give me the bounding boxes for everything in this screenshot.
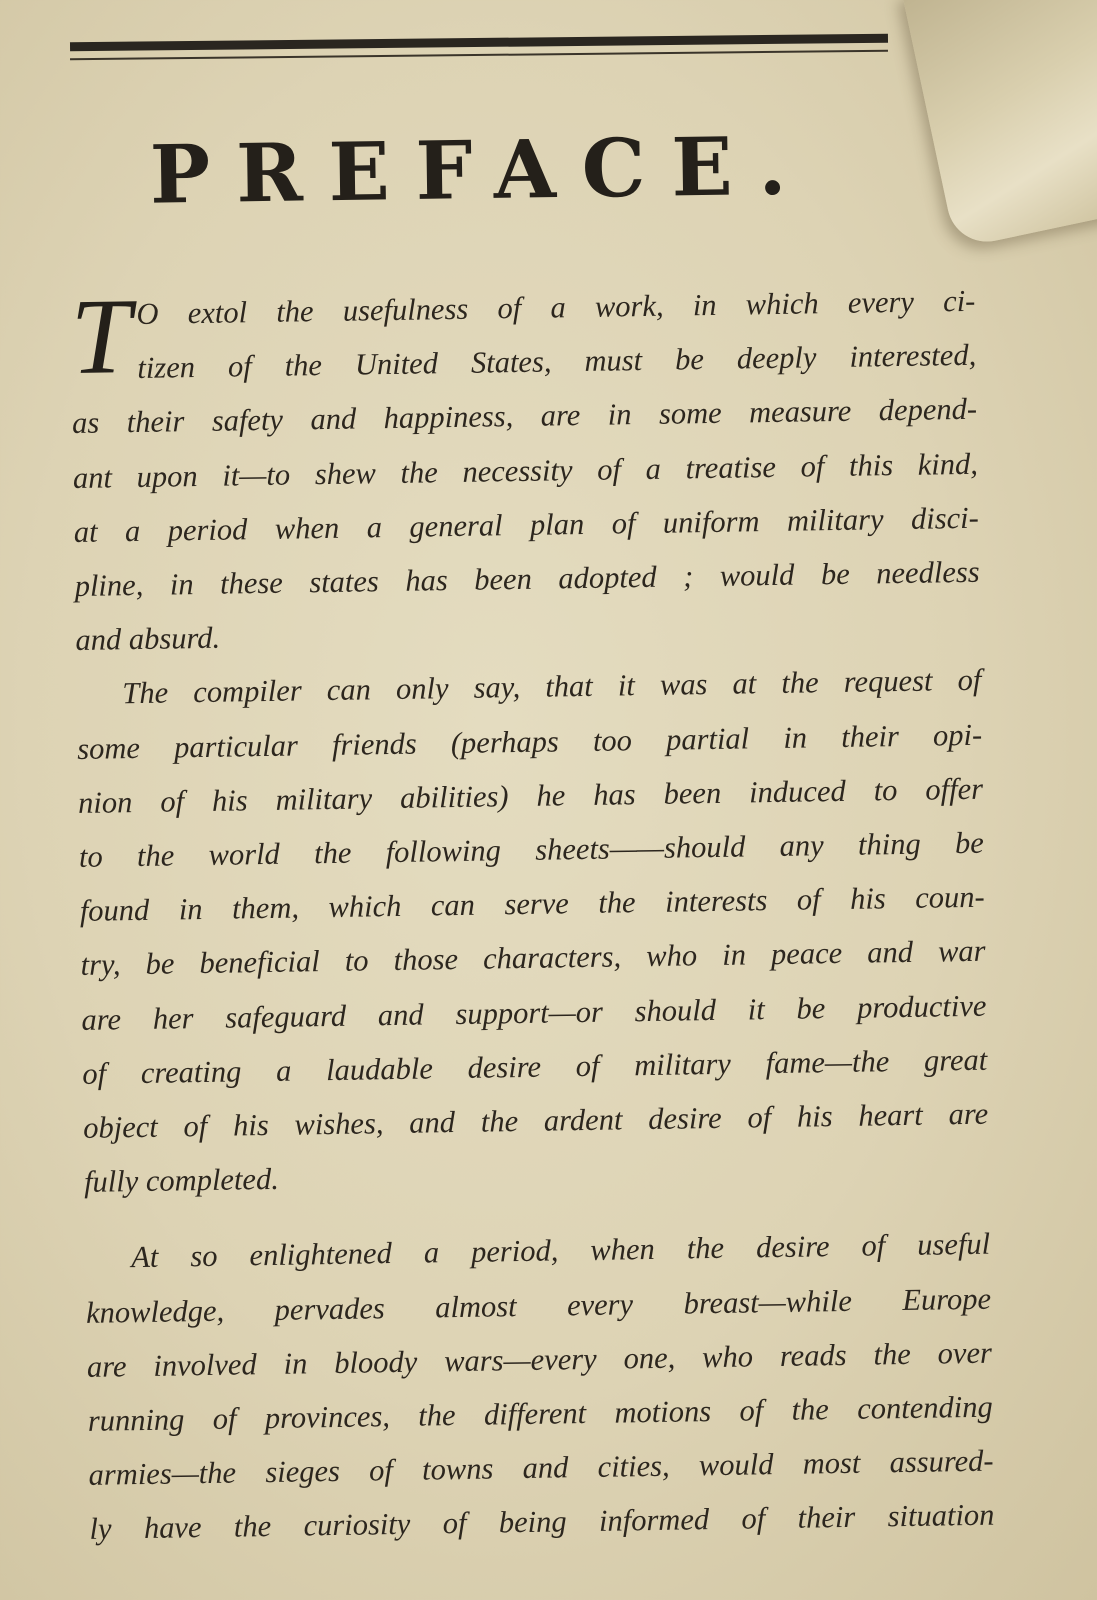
preface-body bbox=[70, 274, 995, 1557]
text-line: are involved in bloody wars—every one, who reads the over bbox=[86, 1335, 993, 1384]
drop-cap: T bbox=[69, 277, 132, 397]
paragraph-3 bbox=[85, 1217, 995, 1556]
header-rule-thin bbox=[70, 50, 888, 61]
paragraph-2 bbox=[76, 653, 989, 1209]
text-line: The compiler can only say, that it was at the request of bbox=[122, 663, 982, 711]
text-line: ant upon it—to shew the necessity of a treatise of this kind, bbox=[72, 446, 979, 495]
text-line: object of his wishes, and the ardent desire of his heart are bbox=[82, 1096, 989, 1145]
text-line: as their safety and happiness, are in some measure depend- bbox=[71, 392, 978, 441]
text-line: nion of his military abilities) he has been induced to offer bbox=[77, 771, 984, 820]
text-line: at a period when a general plan of uniform military disci- bbox=[73, 500, 979, 549]
text-line: knowledge, pervades almost every breast—while Europe bbox=[85, 1281, 992, 1330]
text-line: and absurd. bbox=[75, 620, 221, 658]
text-line: of creating a laudable desire of military fame—the great bbox=[82, 1042, 988, 1091]
text-line: are her safeguard and support—or should it be productive bbox=[81, 988, 987, 1037]
text-line: tizen of the United States, must be deeply interested, bbox=[137, 337, 977, 386]
text-line: pline, in these states has been adopted ; would be needless bbox=[74, 554, 980, 603]
text-line: found in them, which can serve the interests of his coun- bbox=[79, 879, 985, 929]
paragraph-1 bbox=[70, 274, 981, 668]
text-line: try, be beneficial to those characters, who in peace and war bbox=[80, 934, 986, 983]
text-line: armies—the sieges of towns and cities, would most assured- bbox=[88, 1443, 994, 1493]
text-line: fully completed. bbox=[83, 1162, 280, 1200]
text-line: O extol the usefulness of a work, in which every ci- bbox=[136, 283, 976, 331]
folded-page-corner bbox=[902, 0, 1097, 249]
header-rule-thick bbox=[70, 34, 888, 52]
text-line: At so enlightened a period, when the desire of useful bbox=[130, 1227, 991, 1275]
text-line: to the world the following sheets——should any thing be bbox=[78, 825, 985, 874]
text-line: some particular friends (perhaps too partial in their opi- bbox=[76, 717, 983, 766]
text-line: ly have the curiosity of being informed of their situation bbox=[89, 1498, 995, 1547]
text-line: running of provinces, the different motions of the contending bbox=[87, 1389, 993, 1438]
page-title: PREFACE. bbox=[149, 118, 813, 222]
